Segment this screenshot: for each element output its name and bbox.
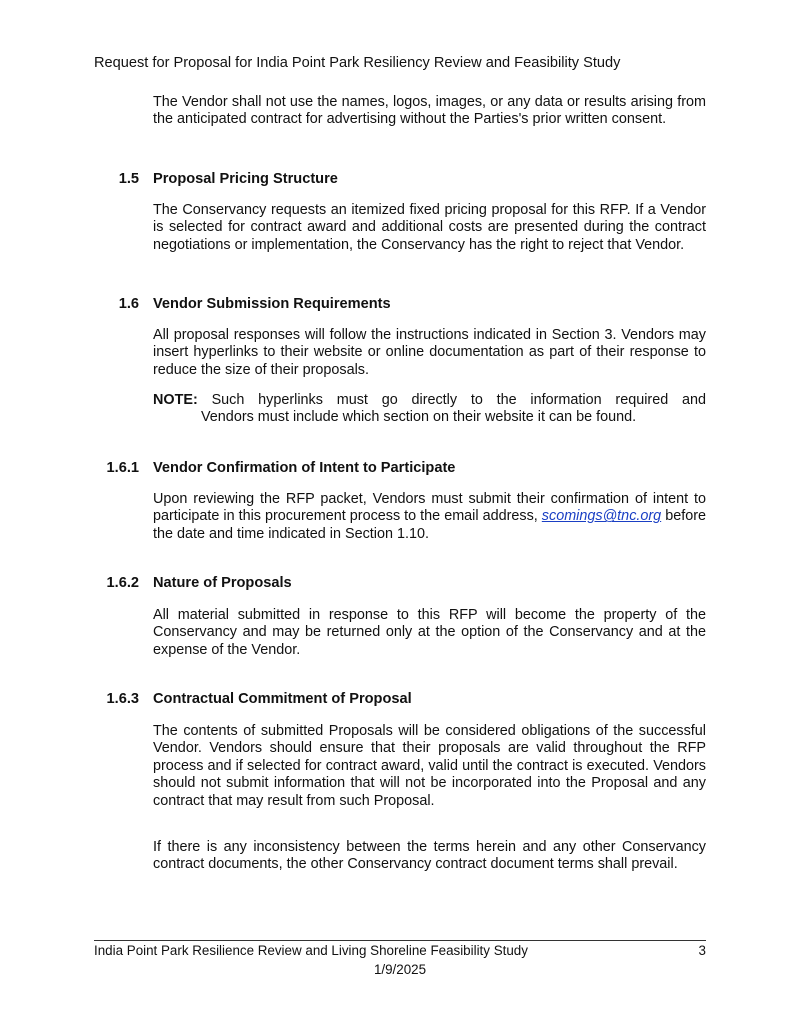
section-title: Contractual Commitment of Proposal: [153, 691, 412, 707]
section-number: 1.5: [118, 171, 139, 187]
section-1-6-2-paragraph: All material submitted in response to this RFP will become the property of the Conservancy and may be returned only at the option of the Conservancy and at the expense of the Vendor.: [153, 607, 706, 658]
note-block: [153, 392, 706, 427]
section-1-5-paragraph: The Conservancy requests an itemized fixed pricing proposal for this RFP. If a Vendor is selected for contract award and additional costs are presented during the contract negotiations or implementation, the Conservancy has the right to reject that Vendor.: [153, 202, 706, 253]
section-title: Nature of Proposals: [153, 575, 292, 591]
section-title: Proposal Pricing Structure: [153, 171, 338, 187]
paragraph-text-end: before the date and time indicated in Section 1.10.: [153, 508, 706, 542]
note-label: NOTE:: [153, 392, 198, 408]
intro-paragraph: The Vendor shall not use the names, logos, images, or any data or results arising from the anticipated contract for advertising without the Parties's prior written consent.: [153, 94, 706, 128]
note-line-2: Vendors must include which section on their website it can be found.: [201, 409, 637, 426]
footer-title: India Point Park Resilience Review and Living Shoreline Feasibility Study: [94, 943, 528, 958]
note-line-1: [153, 392, 706, 409]
footer-divider: [94, 940, 706, 941]
email-link[interactable]: scomings@tnc.org: [541, 508, 662, 525]
page-header-title: Request for Proposal for India Point Park Resiliency Review and Feasibility Study: [94, 55, 621, 71]
note-text-1: Such hyperlinks must go directly to the information required and: [211, 392, 706, 408]
section-1-6-1-paragraph: [153, 491, 706, 543]
section-1-6-3-paragraph: The contents of submitted Proposals will be considered obligations of the successful Vendor. Vendors should ensure that their proposals are valid throughout the RFP process and if selected for contract award, valid until the contract is executed. Vendors should not submit information that will not be incorporated into the Proposal and any contract that may result from such Proposal.: [153, 723, 706, 809]
section-number: 1.6.1: [106, 460, 139, 476]
page-number: 3: [698, 943, 706, 958]
section-number: 1.6.3: [106, 691, 139, 707]
section-number: 1.6: [118, 296, 139, 312]
section-title: Vendor Confirmation of Intent to Participate: [153, 460, 456, 476]
paragraph-text: Upon reviewing the RFP packet, Vendors must submit their confirmation of intent to participate in this procurement process to the email address,: [153, 491, 706, 525]
section-title: Vendor Submission Requirements: [153, 296, 391, 312]
section-number: 1.6.2: [106, 575, 139, 591]
section-1-6-3-paragraph-2: If there is any inconsistency between the terms herein and any other Conservancy contract documents, the other Conservancy contract document terms shall prevail.: [153, 839, 706, 873]
footer-date: 1/9/2025: [373, 962, 427, 977]
section-1-6-paragraph: All proposal responses will follow the instructions indicated in Section 3. Vendors may insert hyperlinks to their website or online documentation as part of their response to reduce the size of their proposals.: [153, 327, 706, 378]
